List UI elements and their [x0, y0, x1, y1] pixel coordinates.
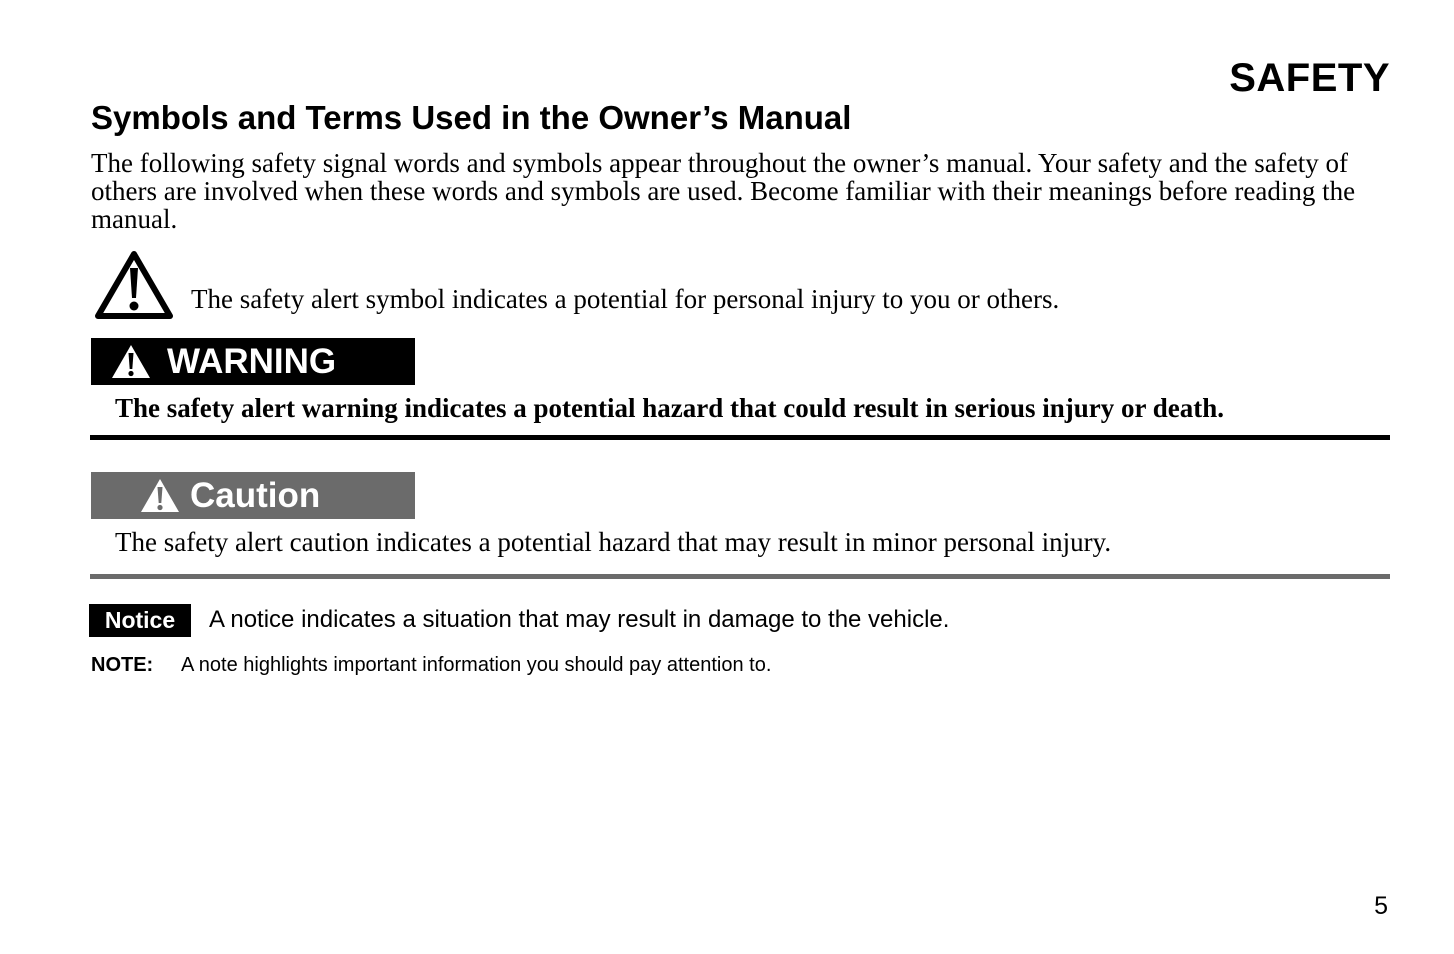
- warning-label-text: WARNING: [167, 341, 337, 381]
- page-number: 5: [1374, 892, 1388, 920]
- warning-triangle-icon: [111, 344, 151, 379]
- alert-symbol-description: The safety alert symbol indicates a potential for personal injury to you or others.: [191, 284, 1060, 314]
- caution-label: [91, 472, 415, 519]
- intro-paragraph: The following safety signal words and symbols appear throughout the owner’s manual. Your safety and the safety of others are involved when these words and symbols are used. Become familiar with their meanings before reading the manual.: [91, 148, 1356, 234]
- caution-label-text: Caution: [190, 475, 321, 515]
- notice-badge: Notice: [89, 604, 191, 637]
- notice-description: A notice indicates a situation that may result in damage to the vehicle.: [209, 606, 950, 633]
- caution-divider: [90, 574, 1390, 579]
- caution-triangle-icon: [140, 478, 180, 513]
- warning-divider: [90, 435, 1390, 440]
- page-heading: Symbols and Terms Used in the Owner’s Manual: [91, 99, 852, 136]
- section-title: SAFETY: [1229, 56, 1390, 100]
- note-label: NOTE:: [91, 654, 154, 676]
- note-description: A note highlights important information you should pay attention to.: [181, 654, 772, 676]
- safety-alert-triangle-icon: [93, 248, 175, 322]
- warning-label: [91, 338, 415, 385]
- warning-description: The safety alert warning indicates a potential hazard that could result in serious injury or death.: [115, 393, 1225, 423]
- caution-description: The safety alert caution indicates a potential hazard that may result in minor personal injury.: [115, 527, 1112, 557]
